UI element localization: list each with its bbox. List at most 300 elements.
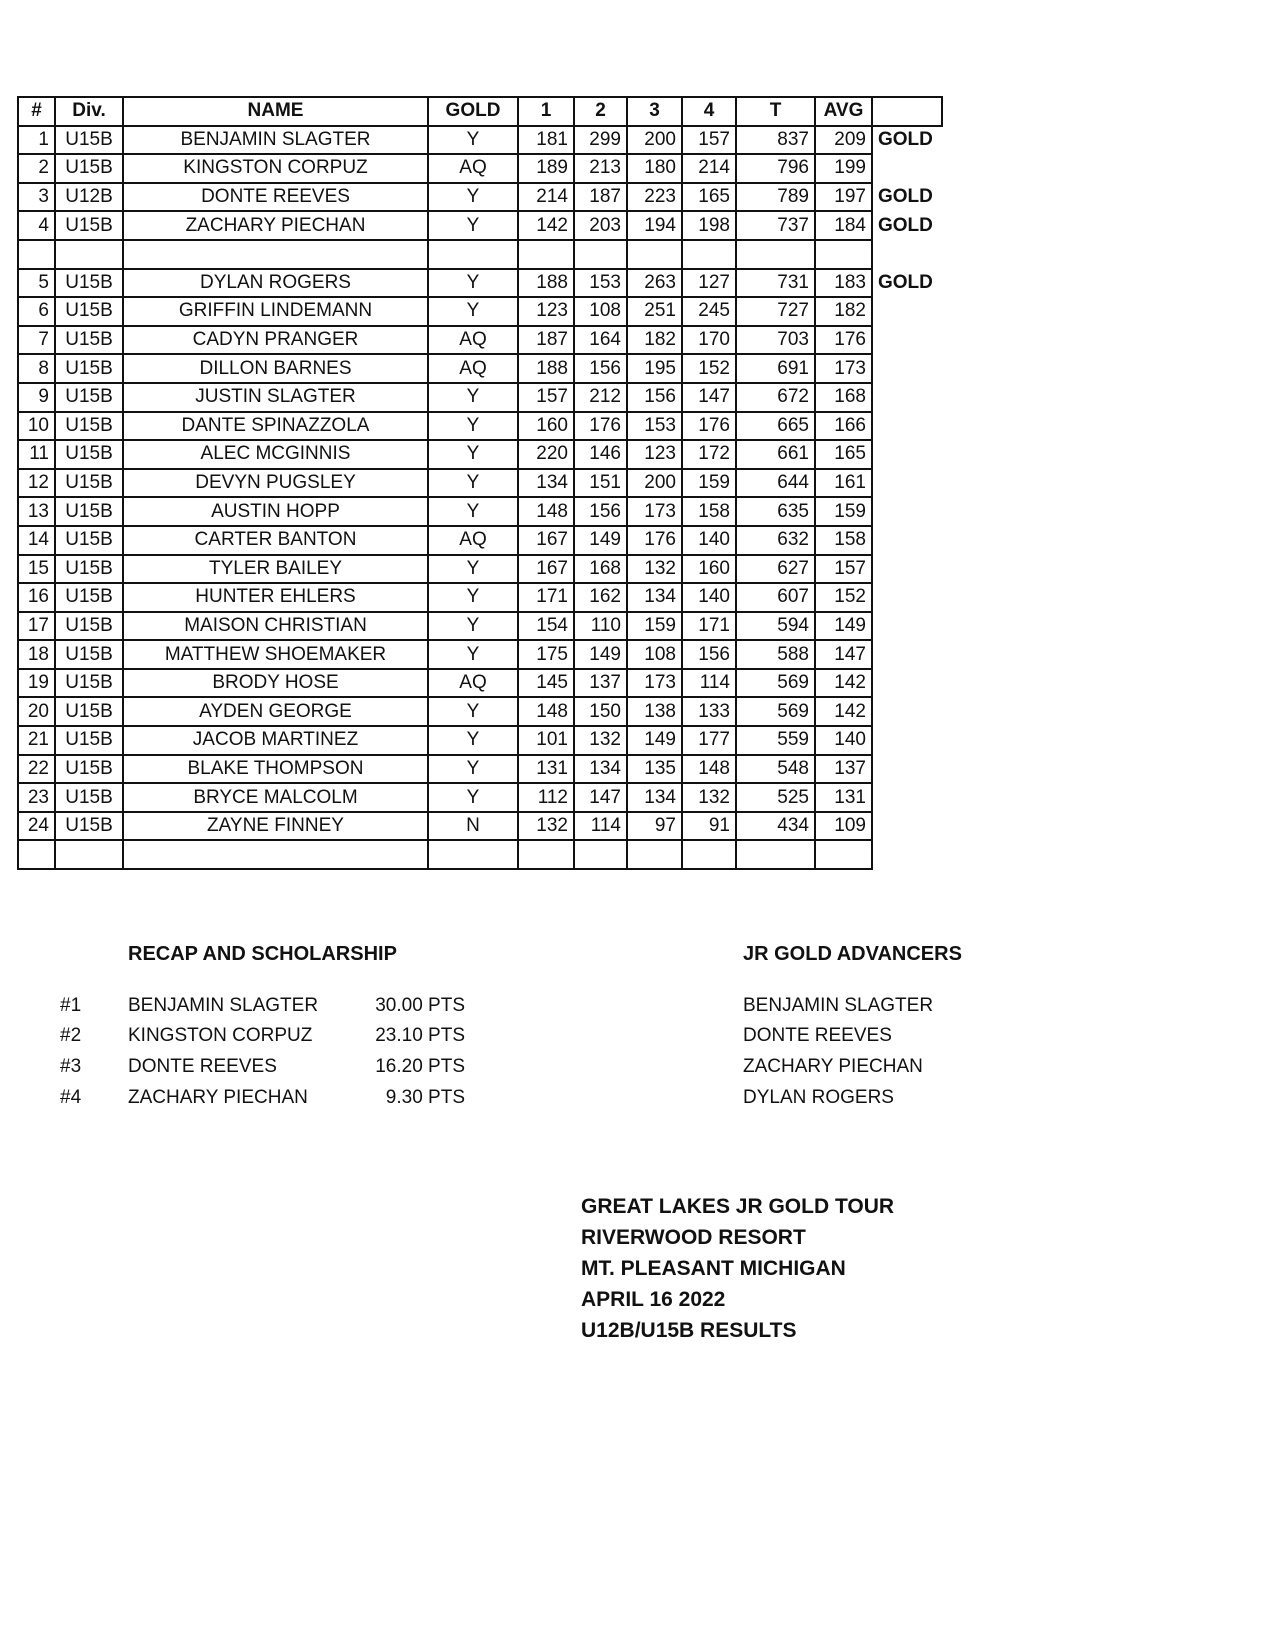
game1-cell: 220 — [518, 440, 574, 469]
game4-cell: 132 — [682, 783, 736, 812]
rank-cell: 7 — [18, 326, 55, 355]
table-row — [18, 755, 942, 784]
table-row — [18, 211, 942, 240]
average-cell: 142 — [815, 669, 872, 698]
table-row — [18, 354, 942, 383]
name-cell: AYDEN GEORGE — [123, 697, 428, 726]
division-cell: U15B — [55, 326, 123, 355]
total-cell: 737 — [736, 211, 815, 240]
name-cell: DANTE SPINAZZOLA — [123, 412, 428, 441]
total-cell: 731 — [736, 269, 815, 298]
game4-cell: 114 — [682, 669, 736, 698]
gold-flag — [872, 812, 942, 841]
game4-cell: 170 — [682, 326, 736, 355]
game3-cell: 156 — [627, 383, 682, 412]
gold-status-cell: Y — [428, 183, 518, 212]
recap-name: DONTE REEVES — [128, 1056, 277, 1077]
rank-cell: 20 — [18, 697, 55, 726]
game1-cell: 171 — [518, 583, 574, 612]
gold-flag — [872, 726, 942, 755]
game2-cell: 153 — [574, 269, 627, 298]
average-cell: 147 — [815, 640, 872, 669]
game2-cell: 108 — [574, 297, 627, 326]
total-cell: 548 — [736, 755, 815, 784]
total-cell: 569 — [736, 697, 815, 726]
division-cell: U15B — [55, 126, 123, 155]
rank-cell: 8 — [18, 354, 55, 383]
division-cell: U15B — [55, 440, 123, 469]
rank-cell: 13 — [18, 497, 55, 526]
game3-cell: 251 — [627, 297, 682, 326]
name-cell: MATTHEW SHOEMAKER — [123, 640, 428, 669]
recap-points: 16.20 PTS — [375, 1056, 465, 1077]
average-cell: 176 — [815, 326, 872, 355]
gold-flag: GOLD — [878, 129, 933, 151]
total-cell: 588 — [736, 640, 815, 669]
total-cell — [736, 840, 815, 869]
game2-cell: 146 — [574, 440, 627, 469]
average-cell: 183 — [815, 269, 872, 298]
col-header-total: T — [736, 97, 815, 126]
game3-cell: 159 — [627, 612, 682, 641]
table-row — [18, 326, 942, 355]
gold-flag — [872, 240, 942, 269]
recap-points: 9.30 PTS — [385, 1087, 465, 1108]
total-cell: 727 — [736, 297, 815, 326]
advancer-name: DONTE REEVES — [743, 1025, 892, 1046]
game1-cell: 188 — [518, 269, 574, 298]
rank-cell: 3 — [18, 183, 55, 212]
game3-cell: 176 — [627, 526, 682, 555]
game3-cell: 263 — [627, 269, 682, 298]
game4-cell: 152 — [682, 354, 736, 383]
total-cell: 632 — [736, 526, 815, 555]
gold-flag — [872, 326, 942, 355]
name-cell: JUSTIN SLAGTER — [123, 383, 428, 412]
game4-cell: 148 — [682, 755, 736, 784]
event-location: MT. PLEASANT MICHIGAN — [581, 1257, 846, 1280]
name-cell: CADYN PRANGER — [123, 326, 428, 355]
game1-cell: 148 — [518, 697, 574, 726]
division-cell: U15B — [55, 412, 123, 441]
name-cell — [123, 840, 428, 869]
average-cell — [815, 240, 872, 269]
table-row — [18, 669, 942, 698]
name-cell: BENJAMIN SLAGTER — [123, 126, 428, 155]
gold-status-cell: Y — [428, 612, 518, 641]
game3-cell: 173 — [627, 669, 682, 698]
total-cell: 665 — [736, 412, 815, 441]
total-cell: 837 — [736, 126, 815, 155]
division-cell: U15B — [55, 640, 123, 669]
total-cell: 672 — [736, 383, 815, 412]
gold-status-cell: Y — [428, 269, 518, 298]
rank-cell: 15 — [18, 555, 55, 584]
table-row — [18, 697, 942, 726]
recap-points: 23.10 PTS — [375, 1025, 465, 1046]
table-row — [18, 726, 942, 755]
game2-cell: 164 — [574, 326, 627, 355]
rank-cell: 16 — [18, 583, 55, 612]
game2-cell: 110 — [574, 612, 627, 641]
table-row — [18, 126, 942, 155]
name-cell: KINGSTON CORPUZ — [123, 154, 428, 183]
game4-cell: 165 — [682, 183, 736, 212]
table-row — [18, 154, 942, 183]
name-cell: ZACHARY PIECHAN — [123, 211, 428, 240]
gold-flag — [872, 412, 942, 441]
game1-cell: 101 — [518, 726, 574, 755]
recap-rank: #4 — [60, 1087, 82, 1108]
name-cell: DONTE REEVES — [123, 183, 428, 212]
gold-status-cell: Y — [428, 755, 518, 784]
gold-status-cell: Y — [428, 783, 518, 812]
event-results-title: U12B/U15B RESULTS — [581, 1319, 797, 1342]
division-cell: U15B — [55, 697, 123, 726]
total-cell: 607 — [736, 583, 815, 612]
game3-cell: 194 — [627, 211, 682, 240]
table-row — [18, 783, 942, 812]
table-row — [18, 469, 942, 498]
game4-cell: 127 — [682, 269, 736, 298]
rank-cell: 17 — [18, 612, 55, 641]
total-cell: 789 — [736, 183, 815, 212]
average-cell: 173 — [815, 354, 872, 383]
division-cell: U15B — [55, 354, 123, 383]
gold-flag — [872, 354, 942, 383]
gold-flag: GOLD — [878, 214, 933, 236]
recap-name: BENJAMIN SLAGTER — [128, 995, 319, 1016]
table-row — [18, 583, 942, 612]
game1-cell: 167 — [518, 555, 574, 584]
game1-cell: 181 — [518, 126, 574, 155]
gold-flag — [872, 555, 942, 584]
game2-cell: 134 — [574, 755, 627, 784]
game3-cell: 173 — [627, 497, 682, 526]
rank-cell: 6 — [18, 297, 55, 326]
rank-cell: 22 — [18, 755, 55, 784]
game2-cell: 149 — [574, 640, 627, 669]
gold-status-cell: Y — [428, 640, 518, 669]
average-cell: 140 — [815, 726, 872, 755]
game1-cell: 157 — [518, 383, 574, 412]
rank-cell: 9 — [18, 383, 55, 412]
gold-flag: GOLD — [878, 271, 933, 293]
game1-cell: 148 — [518, 497, 574, 526]
gold-status-cell: AQ — [428, 326, 518, 355]
game2-cell: 213 — [574, 154, 627, 183]
game3-cell: 108 — [627, 640, 682, 669]
gold-status-cell: Y — [428, 383, 518, 412]
table-row — [18, 383, 942, 412]
average-cell: 109 — [815, 812, 872, 841]
rank-cell: 10 — [18, 412, 55, 441]
table-row — [18, 812, 942, 841]
game1-cell: 154 — [518, 612, 574, 641]
gold-flag — [872, 297, 942, 326]
game3-cell: 134 — [627, 583, 682, 612]
average-cell: 182 — [815, 297, 872, 326]
table-row — [18, 412, 942, 441]
recap-title: RECAP AND SCHOLARSHIP — [128, 943, 397, 965]
division-cell: U15B — [55, 812, 123, 841]
table-row — [18, 269, 942, 298]
name-cell: MAISON CHRISTIAN — [123, 612, 428, 641]
gold-status-cell: AQ — [428, 669, 518, 698]
name-cell: JACOB MARTINEZ — [123, 726, 428, 755]
game4-cell: 147 — [682, 383, 736, 412]
game3-cell — [627, 840, 682, 869]
gold-flag — [872, 526, 942, 555]
total-cell: 434 — [736, 812, 815, 841]
game2-cell: 137 — [574, 669, 627, 698]
total-cell: 703 — [736, 326, 815, 355]
name-cell: DEVYN PUGSLEY — [123, 469, 428, 498]
name-cell: BRYCE MALCOLM — [123, 783, 428, 812]
col-header-name: NAME — [123, 97, 428, 126]
rank-cell: 18 — [18, 640, 55, 669]
game2-cell: 176 — [574, 412, 627, 441]
game3-cell: 200 — [627, 126, 682, 155]
name-cell: ALEC MCGINNIS — [123, 440, 428, 469]
col-header-game4: 4 — [682, 97, 736, 126]
gold-flag: GOLD — [878, 186, 933, 208]
recap-entry — [0, 1025, 560, 1049]
division-cell — [55, 240, 123, 269]
game3-cell: 97 — [627, 812, 682, 841]
name-cell — [123, 240, 428, 269]
average-cell: 131 — [815, 783, 872, 812]
division-cell: U15B — [55, 726, 123, 755]
game2-cell: 150 — [574, 697, 627, 726]
game2-cell: 162 — [574, 583, 627, 612]
game1-cell: 160 — [518, 412, 574, 441]
game3-cell: 134 — [627, 783, 682, 812]
game4-cell: 245 — [682, 297, 736, 326]
game4-cell: 140 — [682, 526, 736, 555]
rank-cell: 4 — [18, 211, 55, 240]
rank-cell: 21 — [18, 726, 55, 755]
game1-cell: 175 — [518, 640, 574, 669]
average-cell: 168 — [815, 383, 872, 412]
game2-cell: 156 — [574, 354, 627, 383]
event-venue: RIVERWOOD RESORT — [581, 1226, 806, 1249]
game4-cell: 91 — [682, 812, 736, 841]
average-cell: 157 — [815, 555, 872, 584]
gold-flag — [872, 583, 942, 612]
gold-status-cell: Y — [428, 555, 518, 584]
rank-cell: 23 — [18, 783, 55, 812]
rank-cell: 24 — [18, 812, 55, 841]
total-cell: 635 — [736, 497, 815, 526]
gold-status-cell: Y — [428, 297, 518, 326]
game1-cell: 188 — [518, 354, 574, 383]
game2-cell: 203 — [574, 211, 627, 240]
event-date: APRIL 16 2022 — [581, 1288, 726, 1311]
game4-cell: 157 — [682, 126, 736, 155]
gold-flag — [872, 840, 942, 869]
event-info — [581, 1191, 894, 1346]
division-cell: U15B — [55, 669, 123, 698]
col-header-avg: AVG — [815, 97, 872, 126]
recap-name: KINGSTON CORPUZ — [128, 1025, 313, 1046]
game3-cell: 153 — [627, 412, 682, 441]
game4-cell: 176 — [682, 412, 736, 441]
game2-cell: 147 — [574, 783, 627, 812]
game4-cell: 177 — [682, 726, 736, 755]
empty-table-row — [18, 240, 942, 269]
name-cell: BLAKE THOMPSON — [123, 755, 428, 784]
game2-cell: 114 — [574, 812, 627, 841]
recap-points: 30.00 PTS — [375, 995, 465, 1016]
gold-status-cell: Y — [428, 469, 518, 498]
total-cell: 691 — [736, 354, 815, 383]
game4-cell: 160 — [682, 555, 736, 584]
game3-cell: 180 — [627, 154, 682, 183]
game2-cell: 187 — [574, 183, 627, 212]
division-cell: U15B — [55, 211, 123, 240]
game2-cell: 132 — [574, 726, 627, 755]
average-cell: 161 — [815, 469, 872, 498]
gold-status-cell: Y — [428, 497, 518, 526]
gold-flag — [872, 497, 942, 526]
name-cell: DILLON BARNES — [123, 354, 428, 383]
gold-status-cell: AQ — [428, 154, 518, 183]
total-cell: 627 — [736, 555, 815, 584]
advancer-name: BENJAMIN SLAGTER — [743, 995, 934, 1016]
division-cell: U15B — [55, 497, 123, 526]
name-cell: GRIFFIN LINDEMANN — [123, 297, 428, 326]
division-cell: U15B — [55, 469, 123, 498]
gold-status-cell: N — [428, 812, 518, 841]
gold-status-cell — [428, 240, 518, 269]
average-cell: 137 — [815, 755, 872, 784]
division-cell: U12B — [55, 183, 123, 212]
game3-cell: 135 — [627, 755, 682, 784]
average-cell: 159 — [815, 497, 872, 526]
table-row — [18, 612, 942, 641]
name-cell: ZAYNE FINNEY — [123, 812, 428, 841]
gold-flag — [872, 383, 942, 412]
recap-rank: #1 — [60, 995, 82, 1016]
division-cell: U15B — [55, 583, 123, 612]
gold-status-cell: Y — [428, 697, 518, 726]
table-row — [18, 497, 942, 526]
name-cell: CARTER BANTON — [123, 526, 428, 555]
game2-cell: 149 — [574, 526, 627, 555]
col-header-div: Div. — [55, 97, 123, 126]
game2-cell — [574, 840, 627, 869]
game3-cell: 200 — [627, 469, 682, 498]
recap-entry — [0, 1056, 560, 1080]
gold-flag — [872, 783, 942, 812]
game4-cell: 158 — [682, 497, 736, 526]
table-row — [18, 440, 942, 469]
average-cell: 197 — [815, 183, 872, 212]
rank-cell: 2 — [18, 154, 55, 183]
game2-cell — [574, 240, 627, 269]
name-cell: TYLER BAILEY — [123, 555, 428, 584]
recap-entry — [0, 1087, 560, 1111]
gold-status-cell: Y — [428, 412, 518, 441]
col-header-gold: GOLD — [428, 97, 518, 126]
game1-cell: 132 — [518, 812, 574, 841]
game3-cell — [627, 240, 682, 269]
event-tour-name: GREAT LAKES JR GOLD TOUR — [581, 1195, 895, 1218]
game1-cell: 134 — [518, 469, 574, 498]
average-cell: 158 — [815, 526, 872, 555]
game4-cell: 159 — [682, 469, 736, 498]
name-cell: DYLAN ROGERS — [123, 269, 428, 298]
flag-header-spacer — [872, 97, 942, 126]
average-cell: 199 — [815, 154, 872, 183]
game1-cell — [518, 840, 574, 869]
game2-cell: 212 — [574, 383, 627, 412]
recap-entry — [0, 995, 560, 1019]
gold-status-cell — [428, 840, 518, 869]
game1-cell: 189 — [518, 154, 574, 183]
empty-table-row — [18, 840, 942, 869]
name-cell: AUSTIN HOPP — [123, 497, 428, 526]
game1-cell: 112 — [518, 783, 574, 812]
gold-flag — [872, 755, 942, 784]
division-cell: U15B — [55, 269, 123, 298]
gold-status-cell: Y — [428, 726, 518, 755]
division-cell: U15B — [55, 526, 123, 555]
rank-cell: 11 — [18, 440, 55, 469]
division-cell: U15B — [55, 383, 123, 412]
game4-cell: 198 — [682, 211, 736, 240]
total-cell: 661 — [736, 440, 815, 469]
rank-cell — [18, 240, 55, 269]
table-row — [18, 297, 942, 326]
recap-name: ZACHARY PIECHAN — [128, 1087, 308, 1108]
game1-cell: 214 — [518, 183, 574, 212]
game2-cell: 299 — [574, 126, 627, 155]
average-cell: 165 — [815, 440, 872, 469]
gold-flag — [872, 697, 942, 726]
game4-cell: 133 — [682, 697, 736, 726]
average-cell: 149 — [815, 612, 872, 641]
total-cell: 796 — [736, 154, 815, 183]
name-cell: BRODY HOSE — [123, 669, 428, 698]
total-cell: 594 — [736, 612, 815, 641]
game1-cell: 145 — [518, 669, 574, 698]
col-header-rank: # — [18, 97, 55, 126]
game4-cell — [682, 240, 736, 269]
game1-cell: 187 — [518, 326, 574, 355]
game1-cell: 142 — [518, 211, 574, 240]
rank-cell: 5 — [18, 269, 55, 298]
division-cell: U15B — [55, 297, 123, 326]
col-header-game3: 3 — [627, 97, 682, 126]
table-row — [18, 640, 942, 669]
game1-cell: 123 — [518, 297, 574, 326]
game3-cell: 123 — [627, 440, 682, 469]
gold-flag — [872, 440, 942, 469]
table-row — [18, 526, 942, 555]
game2-cell: 151 — [574, 469, 627, 498]
game1-cell: 167 — [518, 526, 574, 555]
average-cell: 166 — [815, 412, 872, 441]
game3-cell: 182 — [627, 326, 682, 355]
gold-status-cell: Y — [428, 211, 518, 240]
gold-status-cell: Y — [428, 440, 518, 469]
division-cell: U15B — [55, 755, 123, 784]
division-cell: U15B — [55, 555, 123, 584]
game3-cell: 223 — [627, 183, 682, 212]
results-body — [18, 126, 942, 869]
